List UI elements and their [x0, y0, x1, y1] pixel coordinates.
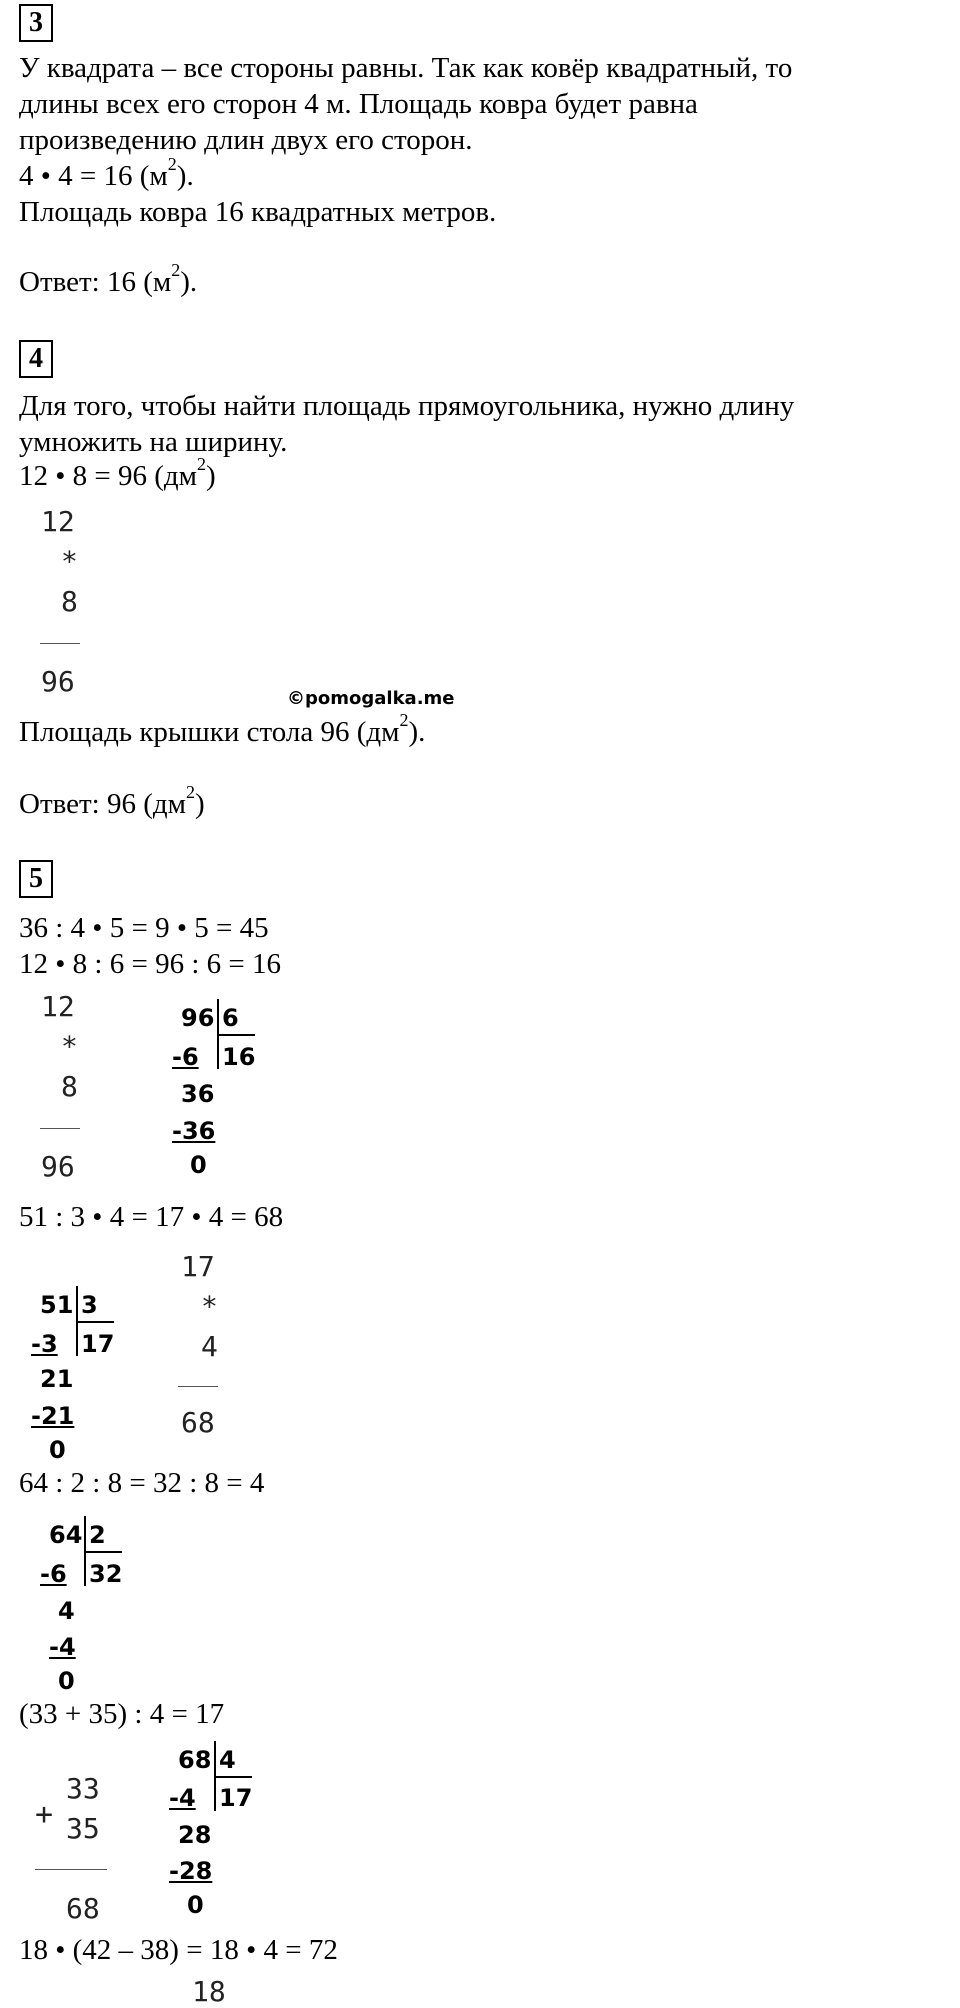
division-divisor: 3 — [81, 1291, 98, 1319]
add-result: 68 — [66, 1892, 100, 1925]
division-remainder: 0 — [190, 1151, 207, 1179]
task-3-text-line-2: длины всех его сторон 4 м. Площадь ковра будет равна — [19, 88, 698, 120]
division-dividend: 68 — [178, 1746, 212, 1774]
task-4-number: 4 — [19, 340, 53, 378]
division-horizontal-line — [217, 1034, 255, 1036]
task-4-text-line-1: Для того, чтобы найти площадь прямоугольника, нужно длину — [19, 390, 795, 422]
add-line — [35, 1869, 107, 1870]
division-subtrahend-2: -36 — [172, 1117, 216, 1145]
mult-operand-b: 8 — [61, 585, 78, 618]
division-divisor: 6 — [222, 1004, 239, 1032]
division-remainder-1: 36 — [181, 1080, 215, 1108]
task-5-equation-4: 64 : 2 : 8 = 32 : 8 = 4 — [19, 1467, 265, 1499]
division-divisor: 2 — [89, 1521, 106, 1549]
task-4-text-line-2: умножить на ширину. — [19, 426, 288, 458]
task-3-text-line-1: У квадрата – все стороны равны. Так как ковёр квадратный, то — [19, 52, 793, 84]
division-subtrahend-1: -6 — [172, 1043, 199, 1071]
division-remainder: 0 — [49, 1436, 66, 1464]
division-horizontal-line — [84, 1551, 122, 1553]
mult-line — [178, 1386, 218, 1387]
division-remainder-1: 28 — [178, 1821, 212, 1849]
division-horizontal-line — [76, 1321, 114, 1323]
division-horizontal-line — [214, 1776, 252, 1778]
division-subtrahend-2: -4 — [49, 1633, 76, 1661]
mult-operand-a: 12 — [41, 505, 75, 538]
division-quotient: 32 — [89, 1560, 123, 1588]
task-4-equation: 12 • 8 = 96 $(дм^2)$ — [19, 454, 216, 492]
task-5-number: 5 — [19, 860, 53, 898]
division-remainder: 0 — [187, 1891, 204, 1919]
mult-operator: * — [61, 1030, 78, 1063]
mult-result: 68 — [181, 1406, 215, 1439]
division-quotient: 17 — [219, 1784, 253, 1812]
mult-line — [40, 643, 80, 644]
task-4-answer: Ответ: 96 $(дм^2)$ — [19, 782, 205, 820]
division-dividend: 96 — [181, 1004, 215, 1032]
mult-operator: * — [201, 1290, 218, 1323]
division-dividend: 51 — [40, 1291, 74, 1319]
task-4-result: Площадь крышки стола 96 $(дм^2)$. — [19, 710, 426, 748]
task-5-partial-multiplication: 18 — [192, 1975, 226, 2008]
division-subtrahend-2: -28 — [169, 1857, 213, 1885]
task-3-answer: Ответ: 16 $(м^2)$. — [19, 260, 198, 298]
watermark: ©pomogalka.me — [287, 688, 455, 709]
task-5-equation-6: 18 • (42 – 38) = 18 • 4 = 72 — [19, 1934, 338, 1966]
task-5-equation-1: 36 : 4 • 5 = 9 • 5 = 45 — [19, 912, 269, 944]
mult-result: 96 — [41, 1150, 75, 1183]
division-divisor: 4 — [219, 1746, 236, 1774]
division-subtrahend-2: -21 — [31, 1402, 75, 1430]
division-remainder-1: 21 — [40, 1365, 74, 1393]
mult-operand-b: 4 — [201, 1330, 218, 1363]
task-5-equation-5: (33 + 35) : 4 = 17 — [19, 1698, 225, 1730]
task-5-equation-2: 12 • 8 : 6 = 96 : 6 = 16 — [19, 948, 281, 980]
division-quotient: 16 — [222, 1043, 256, 1071]
division-subtrahend-1: -3 — [31, 1330, 58, 1358]
division-subtrahend-1: -6 — [40, 1560, 67, 1588]
add-operator: + — [35, 1797, 54, 1832]
task-3-equation: 4 • 4 = 16 $(м^2)$. — [19, 154, 194, 192]
task-3-text-line-3: произведению длин двух его сторон. — [19, 124, 473, 156]
division-quotient: 17 — [81, 1330, 115, 1358]
mult-operator: * — [61, 545, 78, 578]
task-5-equation-3: 51 : 3 • 4 = 17 • 4 = 68 — [19, 1201, 284, 1233]
add-operand-a: 33 — [66, 1772, 100, 1805]
task-3-result: Площадь ковра 16 квадратных метров. — [19, 196, 497, 228]
mult-operand-a: 17 — [181, 1250, 215, 1283]
division-dividend: 64 — [49, 1521, 83, 1549]
division-remainder: 0 — [58, 1667, 75, 1695]
mult-operand-a: 12 — [41, 990, 75, 1023]
division-remainder-1: 4 — [58, 1597, 75, 1625]
mult-operand-b: 8 — [61, 1070, 78, 1103]
mult-result: 96 — [41, 665, 75, 698]
add-operand-b: 35 — [66, 1812, 100, 1845]
division-subtrahend-1: -4 — [169, 1784, 196, 1812]
mult-line — [40, 1128, 80, 1129]
task-3-number: 3 — [19, 4, 53, 42]
